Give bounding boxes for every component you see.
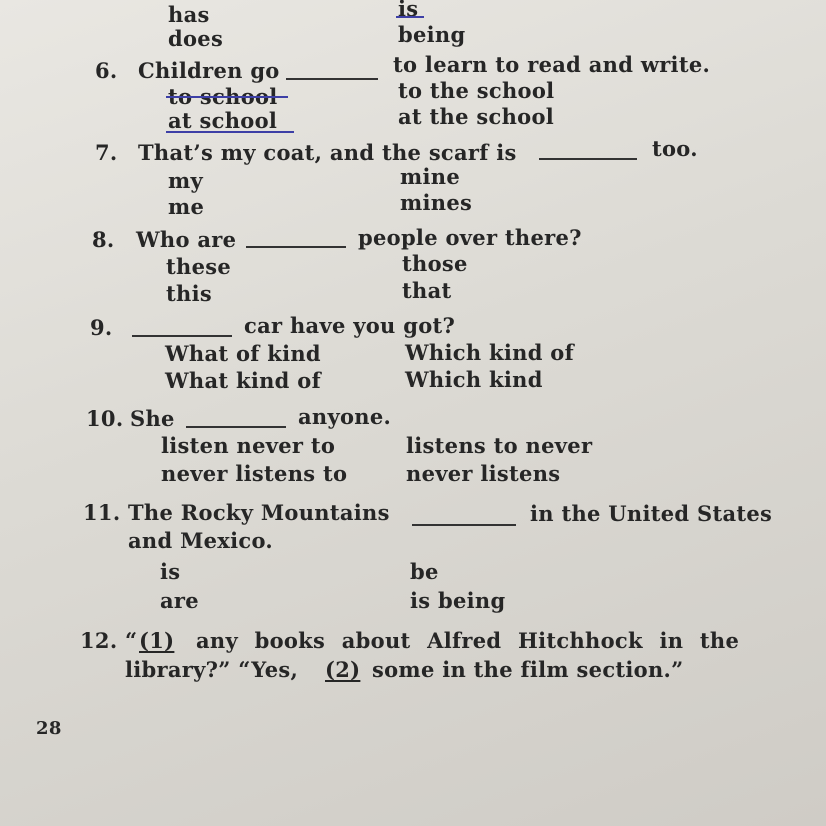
option-has: has [168,2,210,27]
question-number: 12. [80,628,118,653]
pen-underline-is [396,16,424,18]
option-b: those [402,251,468,276]
question-number: 8. [92,227,115,252]
question-stem: Children go [138,58,280,83]
option-b: to the school [398,78,555,103]
question-stem-end: anyone. [298,404,392,429]
answer-blank [539,158,637,160]
question-number: 6. [95,58,118,83]
option-c: at school [168,108,278,133]
question-stem: The Rocky Mountains [128,500,390,525]
question-stem-end: too. [652,136,698,161]
option-a: these [166,254,232,279]
answer-blank [286,78,378,80]
option-a: my [168,168,204,193]
blank-ref-1: (1) [139,628,175,653]
option-is: is [398,0,419,21]
option-a: is [160,559,181,584]
question-stem-end: to learn to read and write. [393,52,711,77]
option-b: Which kind of [405,340,574,365]
question-line-2a: library?” “Yes, [125,657,299,682]
answer-blank [246,246,346,248]
option-d: that [402,278,452,303]
pen-strikethrough [166,96,288,98]
answer-blank [412,524,516,526]
option-b: be [410,559,439,584]
answer-blank [132,335,232,337]
option-a: What of kind [165,341,321,366]
option-c: this [166,281,212,306]
pen-underline [166,131,294,133]
option-c: What kind of [165,368,321,393]
option-being: being [398,22,466,47]
question-stem-end: people over there? [358,225,582,250]
option-c: are [160,588,199,613]
option-d: never listens [406,461,561,486]
option-d: Which kind [405,367,543,392]
question-stem-end: car have you got? [244,313,456,338]
question-stem: That’s my coat, and the scarf is [138,140,517,165]
question-number: 11. [83,500,121,525]
page-number: 28 [36,718,62,739]
question-number: 10. [86,406,124,431]
question-number: 7. [95,140,118,165]
blank-ref-2: (2) [325,657,361,682]
option-c: me [168,194,205,219]
question-line-2b: some in the film section.” [372,657,684,682]
answer-blank [186,426,286,428]
question-number: 9. [90,315,113,340]
question-stem: Who are [136,227,237,252]
option-b: mine [400,164,461,189]
option-c: never listens to [161,461,348,486]
quote-open: “ [125,628,138,653]
option-d: is being [410,588,506,613]
question-stem-line2: and Mexico. [128,528,274,553]
question-stem-end: in the United States [530,501,773,526]
option-does: does [168,26,224,51]
question-line-1: any books about Alfred Hitchhock in the [196,628,740,653]
option-b: listens to never [406,433,593,458]
option-d: mines [400,190,473,215]
question-stem: She [130,406,175,431]
option-a: to school [168,84,278,109]
option-d: at the school [398,104,555,129]
option-a: listen never to [161,433,336,458]
